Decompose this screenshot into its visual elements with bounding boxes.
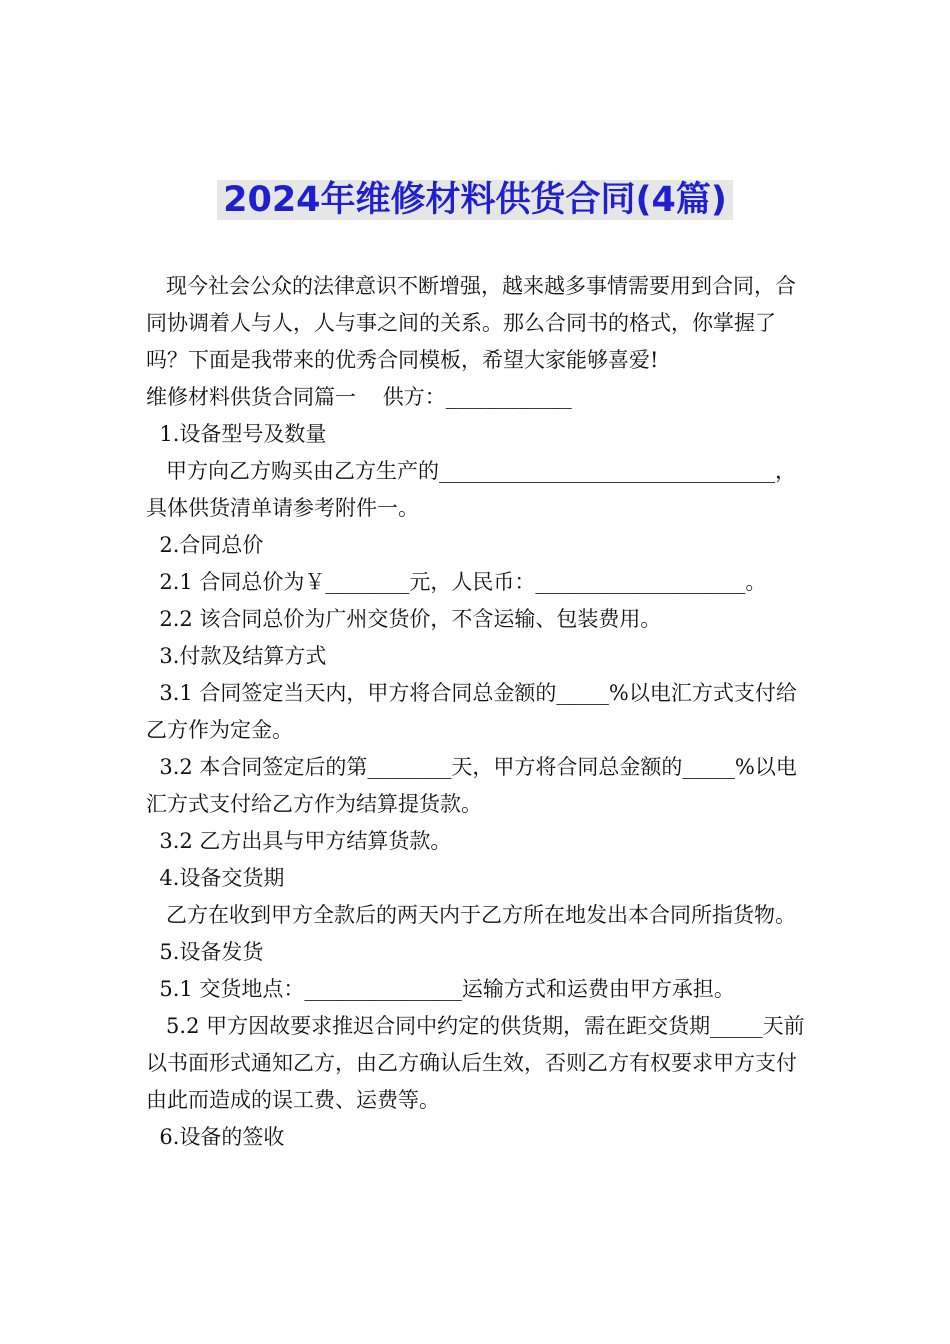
paragraph: 6.设备的签收 xyxy=(146,1125,285,1149)
paragraph: 2.1 合同总价为￥________元，人民币：____________________。 xyxy=(146,570,767,594)
paragraph: 3.1 合同签定当天内，甲方将合同总金额的_____%以电汇方式支付给乙方作为定金。 xyxy=(146,681,797,742)
paragraph: 5.1 交货地点：_______________运输方式和运费由甲方承担。 xyxy=(146,977,735,1001)
document-title-text: 2024年维修材料供货合同(4篇) xyxy=(217,180,733,220)
paragraph: 3.付款及结算方式 xyxy=(146,644,327,668)
paragraph: 2.2 该合同总价为广州交货价，不含运输、包装费用。 xyxy=(146,607,662,631)
paragraph: 4.设备交货期 xyxy=(146,866,285,890)
paragraph: 3.2 乙方出具与甲方结算货款。 xyxy=(146,829,452,853)
paragraph: 乙方在收到甲方全款后的两天内于乙方所在地发出本合同所指货物。 xyxy=(146,903,797,927)
document-title xyxy=(0,176,950,224)
paragraph: 5.2 甲方因故要求推迟合同中约定的供货期，需在距交货期_____天前以书面形式通知乙方，由乙方确认后生效，否则乙方有权要求甲方支付由此而造成的误工费、运费等。 xyxy=(146,1014,805,1112)
paragraph: 5.设备发货 xyxy=(146,940,264,964)
paragraph: 甲方向乙方购买由乙方生产的________________________________，具体供货清单请参考附件一。 xyxy=(146,459,797,520)
paragraph: 3.2 本合同签定后的第________天，甲方将合同总金额的_____%以电汇方式支付给乙方作为结算提货款。 xyxy=(146,755,797,816)
paragraph: 1.设备型号及数量 xyxy=(146,422,327,446)
paragraph: 现今社会公众的法律意识不断增强，越来越多事情需要用到合同，合同协调着人与人，人与事之间的关系。那么合同书的格式，你掌握了吗？下面是我带来的优秀合同模板，希望大家能够喜爱! xyxy=(146,274,797,372)
paragraph: 维修材料供货合同篇一 供方：____________ xyxy=(146,385,572,409)
paragraph: 2.合同总价 xyxy=(146,533,264,557)
document-body xyxy=(146,268,814,1156)
